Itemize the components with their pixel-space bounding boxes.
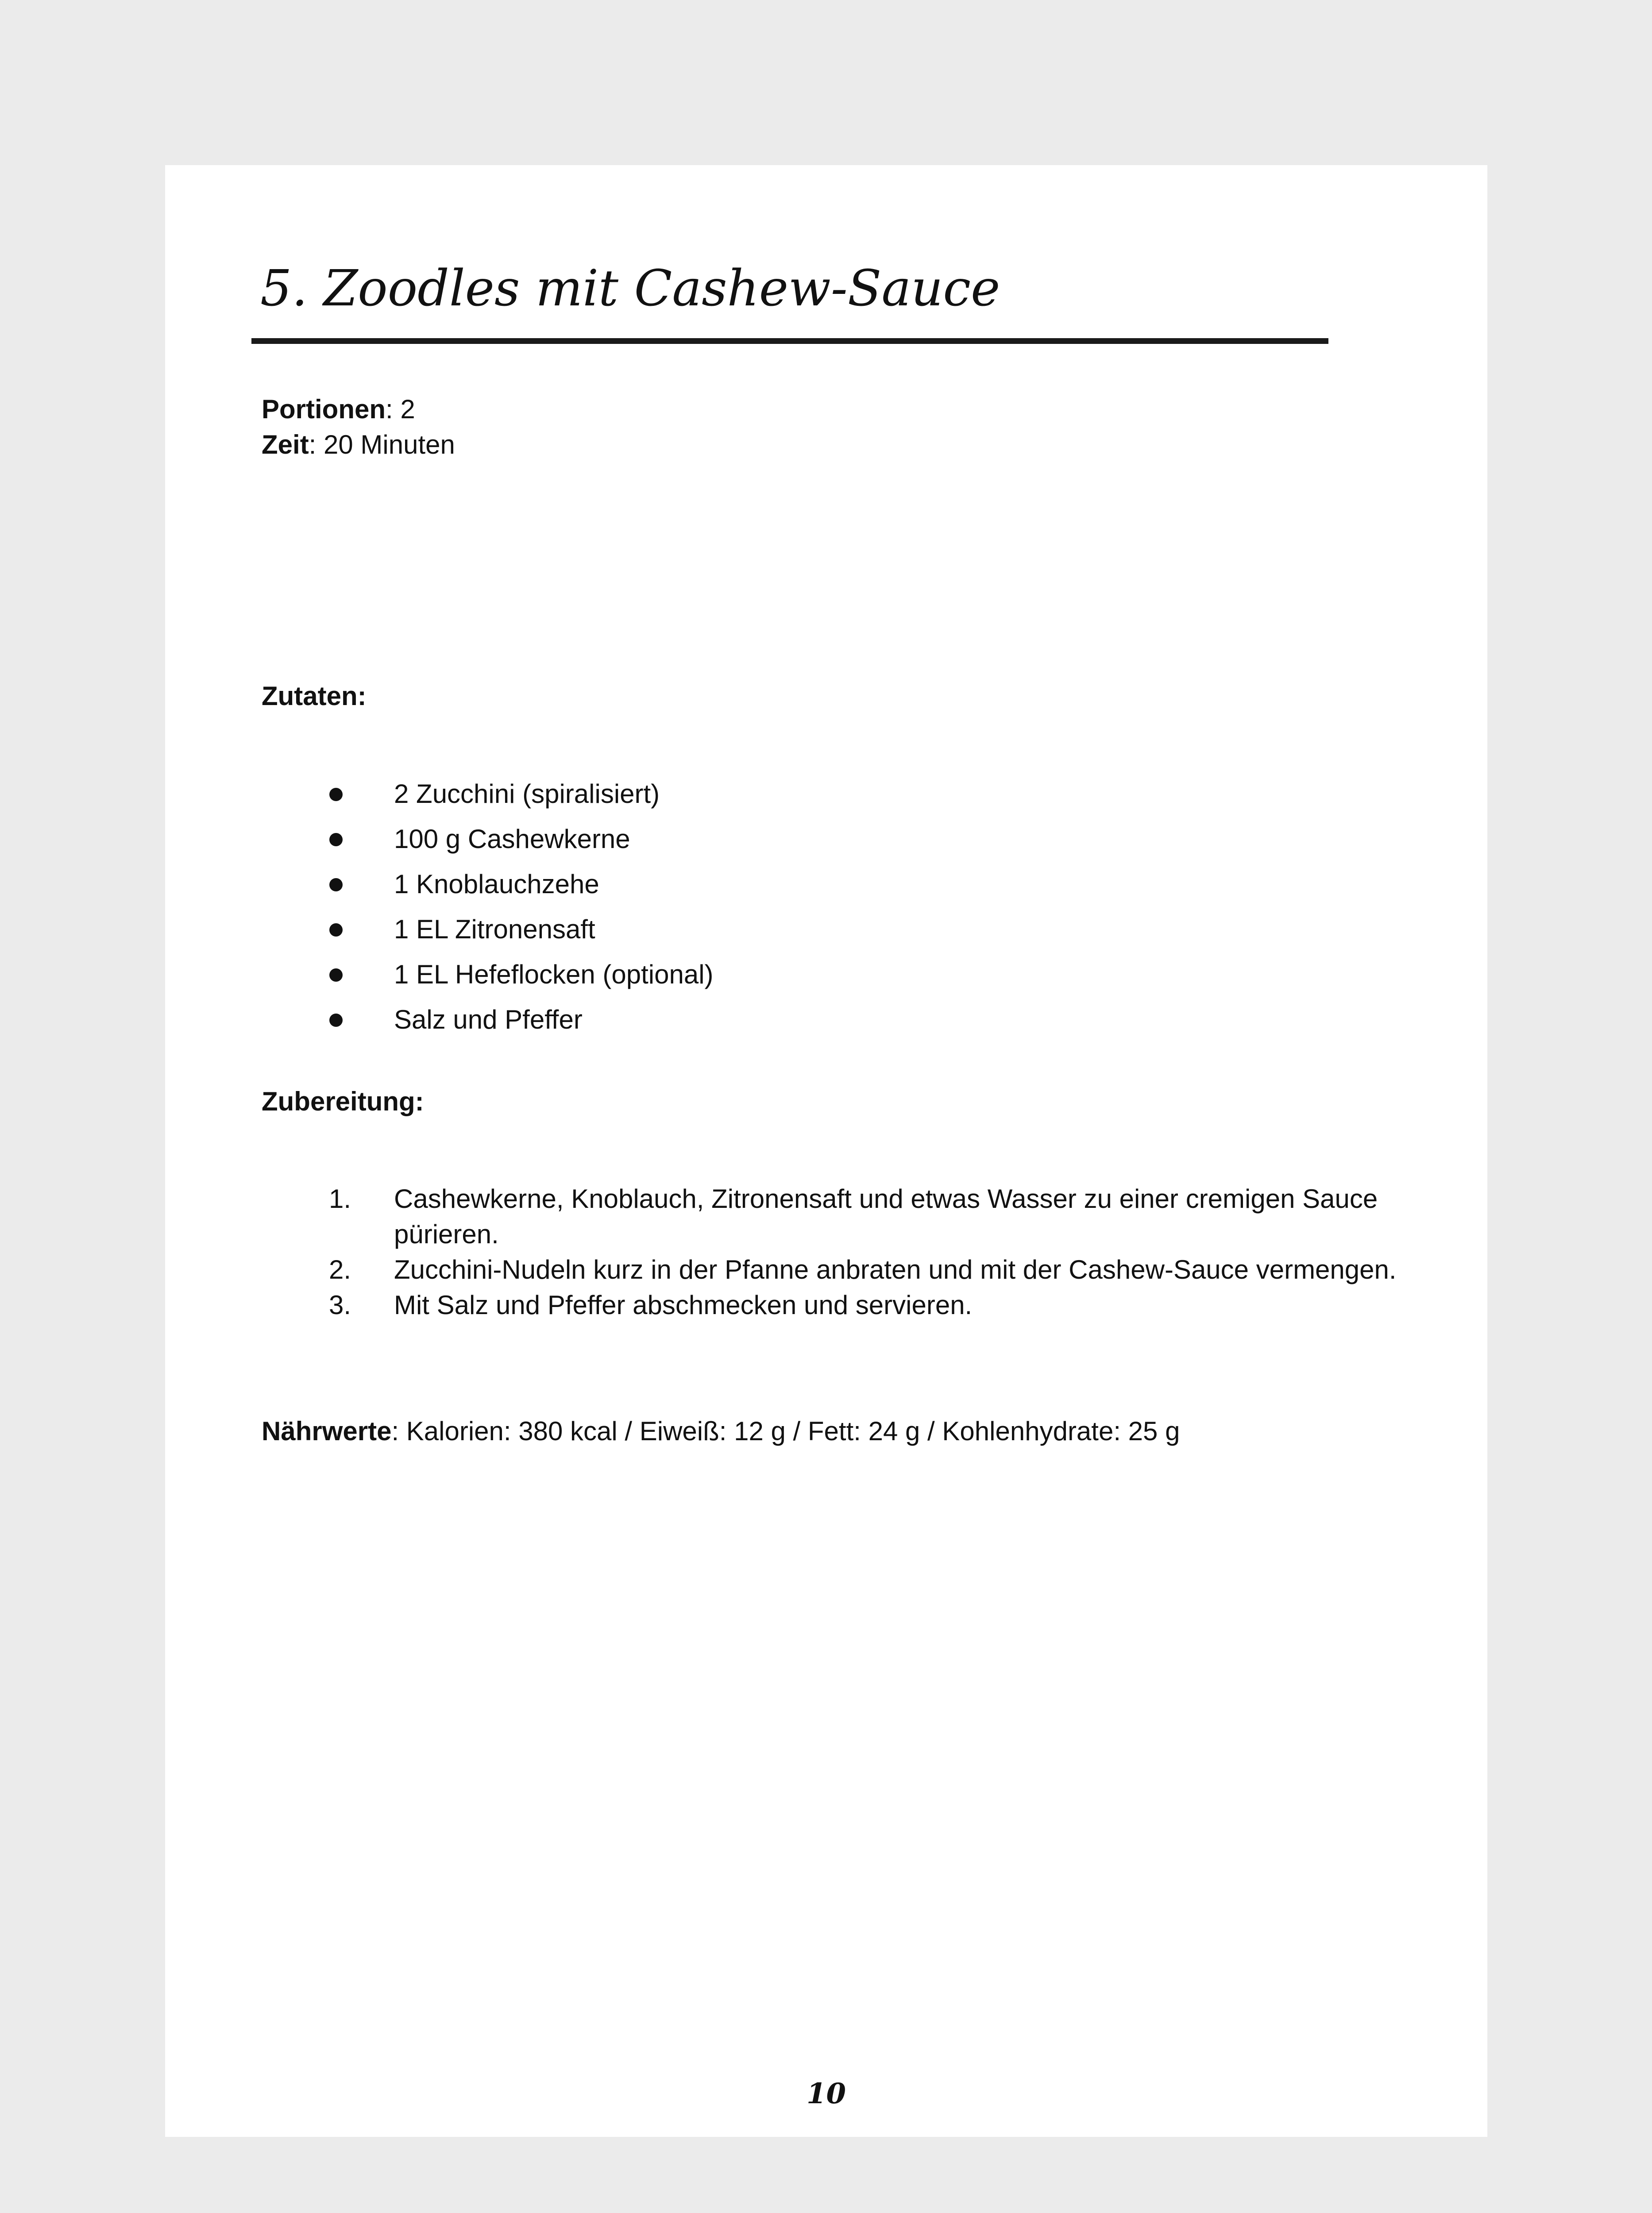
ingredient-text: 100 g Cashewkerne	[394, 824, 630, 854]
ingredient-item	[262, 1002, 714, 1047]
ingredient-text: 1 Knoblauchzehe	[394, 869, 599, 899]
time-value: : 20 Minuten	[309, 430, 455, 459]
portions-label: Portionen	[262, 394, 386, 424]
step-text: Zucchini-Nudeln kurz in der Pfanne anbraten und mit der Cashew-Sauce vermengen.	[394, 1255, 1397, 1284]
title-underline	[251, 338, 1328, 344]
time-line	[262, 427, 455, 463]
ingredient-item	[262, 776, 714, 821]
step-item	[262, 1181, 1457, 1252]
ingredients-list	[262, 776, 714, 1047]
bullet-icon	[329, 1014, 343, 1027]
preparation-heading: Zubereitung:	[262, 1087, 424, 1116]
ingredient-item	[262, 957, 714, 1002]
bullet-icon	[329, 878, 343, 891]
ingredient-item	[262, 821, 714, 867]
recipe-title: 5. Zoodles mit Cashew-Sauce	[260, 260, 1000, 317]
step-number: 3.	[329, 1290, 351, 1320]
preparation-steps	[262, 1181, 1457, 1323]
bullet-icon	[329, 923, 343, 937]
step-number: 1.	[329, 1184, 351, 1214]
ingredients-heading: Zutaten:	[262, 681, 367, 711]
ingredient-text: Salz und Pfeffer	[394, 1005, 583, 1034]
ingredient-text: 2 Zucchini (spiralisiert)	[394, 779, 660, 809]
bullet-icon	[329, 968, 343, 982]
bullet-icon	[329, 788, 343, 801]
step-text: Mit Salz und Pfeffer abschmecken und servieren.	[394, 1290, 973, 1320]
nutrition-value: : Kalorien: 380 kcal / Eiweiß: 12 g / Fett: 24 g / Kohlenhydrate: 25 g	[391, 1416, 1180, 1446]
nutrition-line	[262, 1414, 1180, 1449]
step-item	[262, 1252, 1457, 1288]
step-text: Cashewkerne, Knoblauch, Zitronensaft und etwas Wasser zu einer cremigen Sauce pürieren.	[394, 1184, 1378, 1249]
ingredient-item	[262, 912, 714, 957]
page-number: 10	[806, 2077, 846, 2110]
recipe-meta	[262, 392, 455, 463]
step-number: 2.	[329, 1255, 351, 1284]
time-label: Zeit	[262, 430, 309, 459]
ingredient-item	[262, 867, 714, 912]
ingredient-text: 1 EL Hefeflocken (optional)	[394, 960, 714, 989]
nutrition-label: Nährwerte	[262, 1416, 392, 1446]
step-item	[262, 1288, 1457, 1323]
ingredient-text: 1 EL Zitronensaft	[394, 914, 595, 944]
portions-value: : 2	[386, 394, 415, 424]
bullet-icon	[329, 833, 343, 846]
document-page	[165, 165, 1487, 2137]
portions-line	[262, 392, 455, 427]
